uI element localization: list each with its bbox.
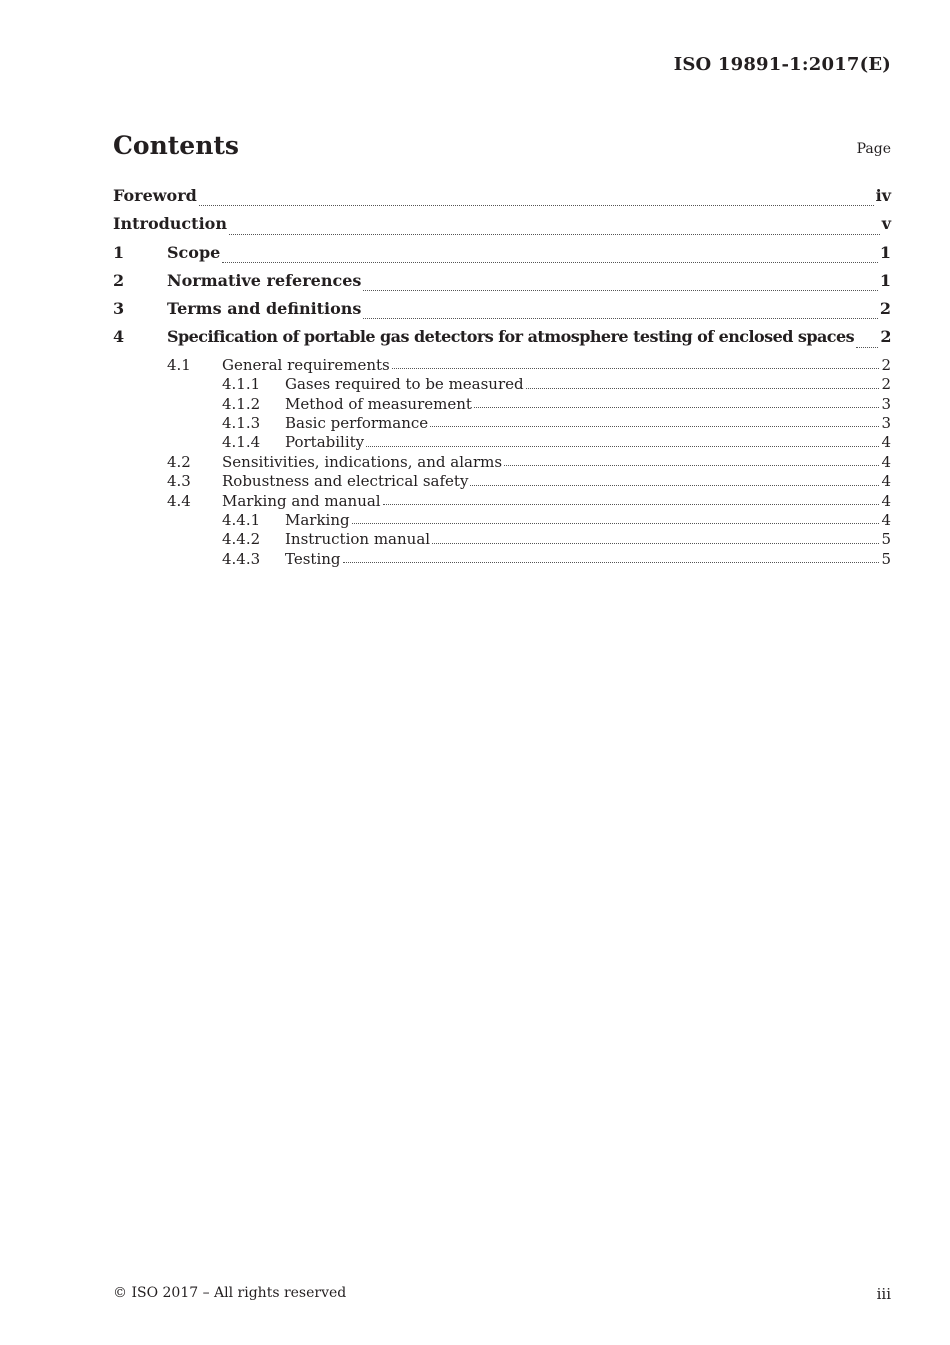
toc-entry-title: Marking xyxy=(285,510,350,529)
toc-entry-marking[interactable] xyxy=(113,511,891,530)
toc-entry-title: Basic performance xyxy=(285,413,429,432)
contents-heading: Contents xyxy=(113,131,240,160)
toc-entry-page: 2 xyxy=(879,299,891,319)
dot-leader xyxy=(392,368,880,369)
toc-entry-scope[interactable] xyxy=(113,243,891,271)
dot-leader xyxy=(504,465,879,466)
dot-leader xyxy=(352,523,880,524)
toc-entry-title: Robustness and electrical safety xyxy=(222,472,469,491)
toc-entry-page: 1 xyxy=(879,270,891,290)
toc-entry-normative-references[interactable] xyxy=(113,271,891,299)
toc-entry-portability[interactable] xyxy=(113,433,891,452)
dot-leader xyxy=(363,318,877,319)
toc-entry-testing[interactable] xyxy=(113,550,891,569)
toc-entry-robustness[interactable] xyxy=(113,472,891,491)
dot-leader xyxy=(526,388,880,389)
toc-entry-page: 4 xyxy=(881,491,891,510)
toc-entry-page: 5 xyxy=(881,530,891,549)
toc-entry-marking-and-manual[interactable] xyxy=(113,492,891,511)
toc-entry-instruction-manual[interactable] xyxy=(113,530,891,549)
dot-leader xyxy=(432,543,879,544)
toc-entry-page: 2 xyxy=(880,327,891,347)
toc-entry-title: Scope xyxy=(167,242,221,262)
dot-leader xyxy=(222,262,878,263)
toc-entry-gases-required[interactable] xyxy=(113,375,891,394)
toc-entry-page: 3 xyxy=(881,413,891,432)
toc-entry-title: General requirements xyxy=(222,355,390,374)
toc-entry-terms-and-definitions[interactable] xyxy=(113,299,891,327)
dot-leader xyxy=(474,407,880,408)
toc-entry-general-requirements[interactable] xyxy=(113,356,891,375)
toc-entry-title: Terms and definitions xyxy=(167,299,362,319)
toc-entry-page: 2 xyxy=(881,355,891,374)
toc-entry-title: Normative references xyxy=(167,270,362,290)
toc-entry-title: Testing xyxy=(285,549,341,568)
dot-leader xyxy=(199,205,874,206)
toc-entry-specification[interactable] xyxy=(113,327,891,355)
toc-entry-number: 4.4.1 xyxy=(222,510,261,529)
dot-leader xyxy=(856,347,878,348)
toc-entry-number: 1 xyxy=(113,242,125,262)
toc-entry-page: 5 xyxy=(881,549,891,568)
toc-entry-number: 4 xyxy=(113,327,125,347)
toc-entry-title: Introduction xyxy=(113,214,227,234)
toc-entry-introduction[interactable] xyxy=(113,214,891,242)
dot-leader xyxy=(383,504,880,505)
toc-entry-number: 4.1 xyxy=(167,355,191,374)
toc-entry-number: 4.1.1 xyxy=(222,375,261,394)
toc-entry-title: Gases required to be measured xyxy=(285,375,524,394)
toc-entry-title: Method of measurement xyxy=(285,394,472,413)
toc-entry-number: 4.1.4 xyxy=(222,433,261,452)
page-column-label: Page xyxy=(856,141,891,157)
toc-entry-number: 4.2 xyxy=(167,452,191,471)
toc-entry-title: Sensitivities, indications, and alarms xyxy=(222,452,503,471)
toc-entry-number: 4.3 xyxy=(167,472,191,491)
dot-leader xyxy=(363,290,877,291)
toc-entry-page: 2 xyxy=(881,375,891,394)
toc-entry-number: 2 xyxy=(113,270,125,290)
footer-copyright: © ISO 2017 – All rights reserved xyxy=(113,1285,347,1301)
toc-entry-number: 4.4.3 xyxy=(222,549,261,568)
toc-entry-page: 4 xyxy=(881,433,891,452)
toc-entry-number: 3 xyxy=(113,299,125,319)
toc-entry-title: Foreword xyxy=(113,186,197,205)
toc-entry-title: Marking and manual xyxy=(222,491,381,510)
toc-entry-sensitivities[interactable] xyxy=(113,453,891,472)
toc-entry-number: 4.4 xyxy=(167,491,191,510)
toc-entry-page: v xyxy=(881,214,891,234)
dot-leader xyxy=(470,485,879,486)
toc-entry-number: 4.1.3 xyxy=(222,413,261,432)
toc-entry-page: 4 xyxy=(881,472,891,491)
toc-entry-number: 4.1.2 xyxy=(222,394,261,413)
dot-leader xyxy=(430,426,879,427)
toc-entry-page: 3 xyxy=(881,394,891,413)
toc-entry-page: iv xyxy=(875,186,891,205)
toc-entry-foreword[interactable] xyxy=(113,186,891,214)
toc-entry-page: 4 xyxy=(881,510,891,529)
toc-entry-title: Portability xyxy=(285,433,365,452)
toc-entry-title: Specification of portable gas detectors for atmosphere testing of enclosed spaces xyxy=(167,327,855,347)
footer-page-number: iii xyxy=(876,1285,891,1303)
dot-leader xyxy=(366,446,879,447)
toc-entry-page: 4 xyxy=(881,452,891,471)
table-of-contents xyxy=(113,186,891,569)
toc-entry-number: 4.4.2 xyxy=(222,530,261,549)
document-id: ISO 19891-1:2017(E) xyxy=(673,54,891,75)
toc-entry-page: 1 xyxy=(879,242,891,262)
toc-entry-basic-performance[interactable] xyxy=(113,414,891,433)
dot-leader xyxy=(229,234,880,235)
toc-entry-method-of-measurement[interactable] xyxy=(113,395,891,414)
toc-entry-title: Instruction manual xyxy=(285,530,431,549)
dot-leader xyxy=(343,562,880,563)
